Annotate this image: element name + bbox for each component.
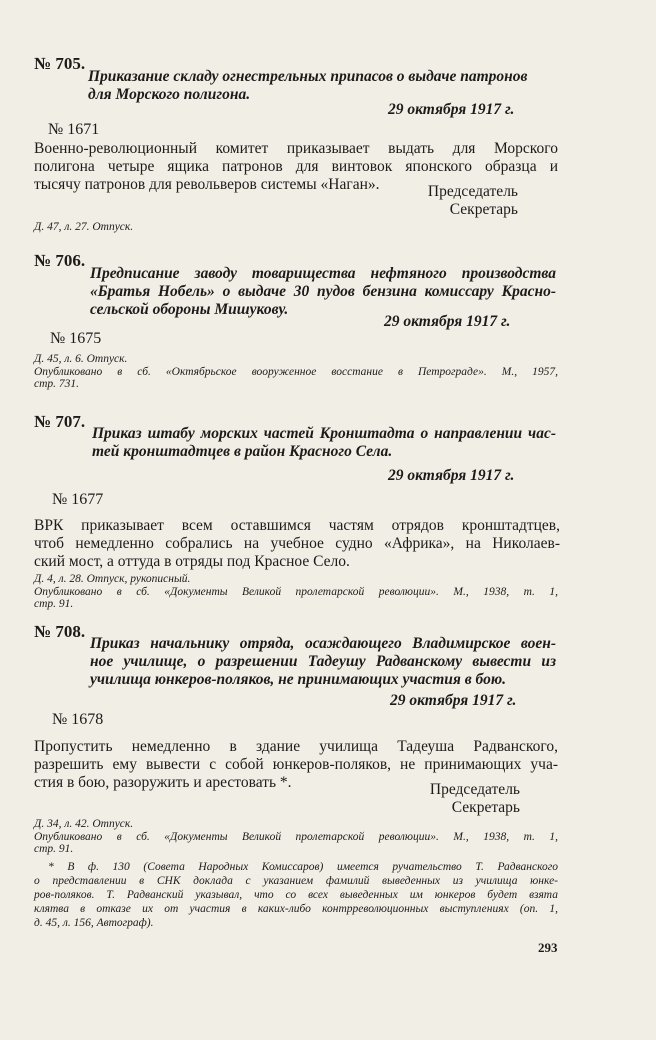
entry-title: Предписание заводу товарищества нефтяного производства «Братья Нобель» о выдаче 30 пудов бензина комиссару Красно- сельской обороны Мишукову. — [90, 265, 556, 318]
archive-source: Д. 34, л. 42. Отпуск. Опубликовано в сб. «Документы Великой пролетарской революции». М., 1938, т. 1, стр. 91. — [34, 818, 558, 855]
archive-source: Д. 4, л. 28. Отпуск, рукописный. Опубликовано в сб. «Документы Великой пролетарской революции». М., 1938, т. 1, стр. 91. — [34, 573, 558, 610]
entry-body: Военно-революционный комитет приказывает выдать для Морского полигона четыре ящика патронов для винтовок японского образца и тысячу патронов для револьверов системы «Наган». — [34, 140, 558, 193]
entry-body: ВРК приказывает всем оставшимся частям отрядов кронштадтцев, чтоб немедленно собрались на учебное судно «Африка», на Николаев- ский мост, а оттуда в отряды под Красное Село. — [34, 517, 560, 570]
document-number: № 1675 — [50, 330, 102, 347]
entry-number: № 706. — [34, 251, 86, 270]
document-number: № 1677 — [52, 491, 104, 508]
archive-source: Д. 45, л. 6. Отпуск. Опубликовано в сб. «Октябрьское вооруженное восстание в Петрограде». М., 1957, стр. 731. — [34, 353, 558, 390]
entry-date: 29 октября 1917 г. — [388, 467, 515, 484]
signatures: Председатель Секретарь — [429, 781, 520, 816]
signatures: Председатель Секретарь — [427, 183, 518, 218]
entry-date: 29 октября 1917 г. — [390, 692, 517, 709]
document-number: № 1671 — [48, 121, 100, 138]
entry-title: Приказ штабу морских частей Кронштадта о направлении час- тей кронштадтцев в район Красного Села. — [92, 425, 556, 460]
entry-title: Приказ начальнику отряда, осаждающего Владимирское воен- ное училище, о разрешении Тадеушу Радванскому вывести из училища юнкеров-поляков, не принимающих участия в бою. — [90, 635, 556, 688]
entry-number: № 707. — [34, 412, 86, 431]
entry-date: 29 октября 1917 г. — [388, 101, 515, 118]
footnote: * В ф. 130 (Совета Народных Комиссаров) имеется ручательство Т. Радванского о представлении в СНК доклада с указанием фамилий выведенных из училища юнке- ров-поляков. Т. Радванский указывал, что со всех выведенных им юнкеров будет взята клятва в отказе их от участия в каких-либо контрреволюционных выступлениях (оп. 1, д. 45, л. 156, Автограф). — [34, 861, 558, 929]
entry-body: Пропустить немедленно в здание училища Тадеуша Радванского, разрешить ему вывести с собой юнкеров-поляков, не принимающих уча- стия в бою, разоружить и арестовать *. — [34, 738, 558, 791]
entry-date: 29 октября 1917 г. — [384, 313, 511, 330]
entry-number: № 705. — [34, 54, 86, 73]
entry-number: № 708. — [34, 622, 86, 641]
document-number: № 1678 — [52, 711, 104, 728]
page-number: 293 — [538, 940, 558, 955]
archive-source: Д. 47, л. 27. Отпуск. — [34, 221, 134, 233]
entry-title: Приказание складу огнестрельных припасов о выдаче патронов для Морского полигона. — [88, 68, 528, 103]
